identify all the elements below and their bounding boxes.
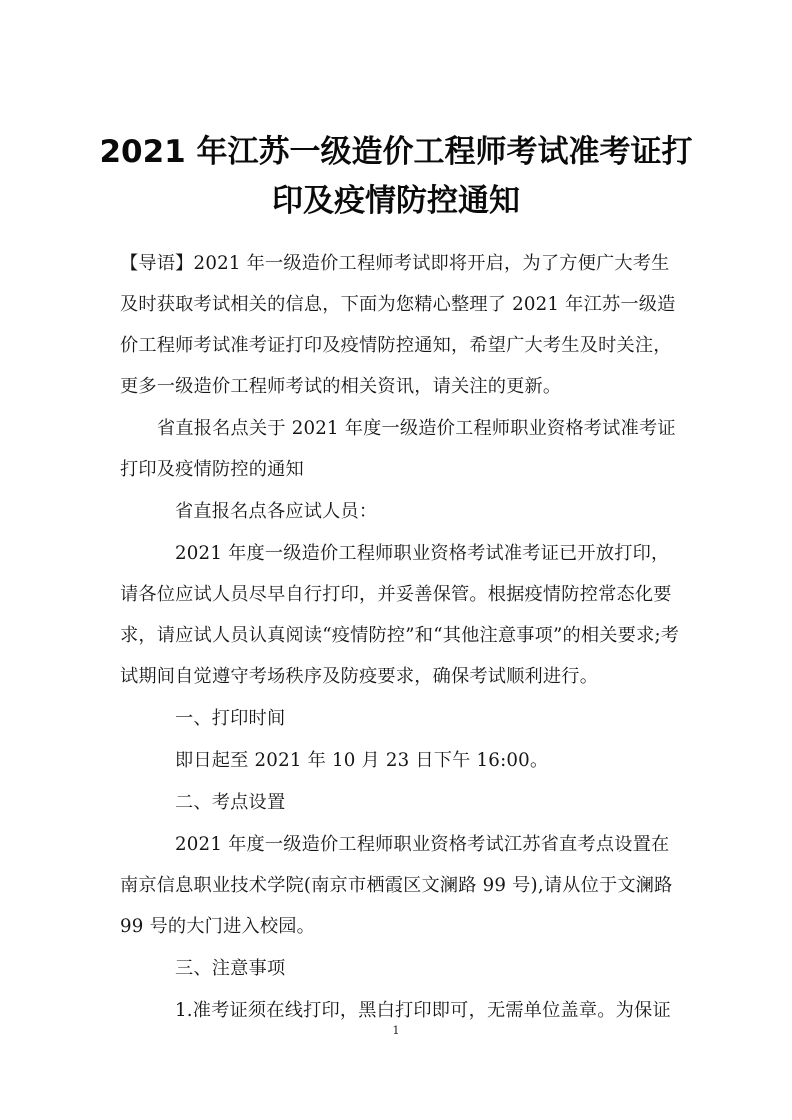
section-3-heading: 三、注意事项 — [175, 958, 286, 979]
intro-line: 价工程师考试准考证打印及疫情防控通知，希望广大考生及时关注， — [120, 335, 672, 356]
paragraph-line: 求，请应试人员认真阅读“疫情防控”和“其他注意事项”的相关要求;考 — [120, 625, 680, 646]
paragraph-line: 南京信息职业技术学院(南京市栖霞区文澜路 99 号),请从位于文澜路 — [120, 875, 673, 896]
paragraph-line: 1.准考证须在线打印，黑白打印即可，无需单位盖章。为保证 — [175, 1000, 671, 1021]
paragraph-line: 2021 年度一级造价工程师职业资格考试江苏省直考点设置在 — [175, 834, 670, 855]
document-title-line-2: 印及疫情防控通知 — [272, 183, 520, 219]
paragraph-line: 请各位应试人员尽早自行打印，并妥善保管。根据疫情防控常态化要 — [120, 584, 672, 605]
notice-heading-line: 打印及疫情防控的通知 — [120, 459, 304, 480]
intro-line: 更多一级造价工程师考试的相关资讯，请关注的更新。 — [120, 376, 562, 397]
section-1-heading: 一、打印时间 — [175, 708, 286, 729]
salutation: 省直报名点各应试人员： — [175, 501, 378, 522]
paragraph-line: 2021 年度一级造价工程师职业资格考试准考证已开放打印， — [175, 543, 670, 564]
section-2-heading: 二、考点设置 — [175, 792, 286, 813]
page-number: 1 — [392, 1024, 400, 1037]
notice-heading-line: 省直报名点关于 2021 年度一级造价工程师职业资格考试准考证 — [157, 418, 676, 439]
intro-line: 及时获取考试相关的信息，下面为您精心整理了 2021 年江苏一级造 — [120, 294, 676, 315]
paragraph-line: 99 号的大门进入校园。 — [120, 916, 316, 937]
section-1-body: 即日起至 2021 年 10 月 23 日下午 16:00。 — [175, 750, 549, 771]
document-title-line-1: 2021 年江苏一级造价工程师考试准考证打 — [99, 134, 693, 170]
intro-line: 【导语】2021 年一级造价工程师考试即将开启，为了方便广大考生 — [120, 253, 670, 274]
paragraph-line: 试期间自觉遵守考场秩序及防疫要求，确保考试顺利进行。 — [120, 666, 599, 687]
